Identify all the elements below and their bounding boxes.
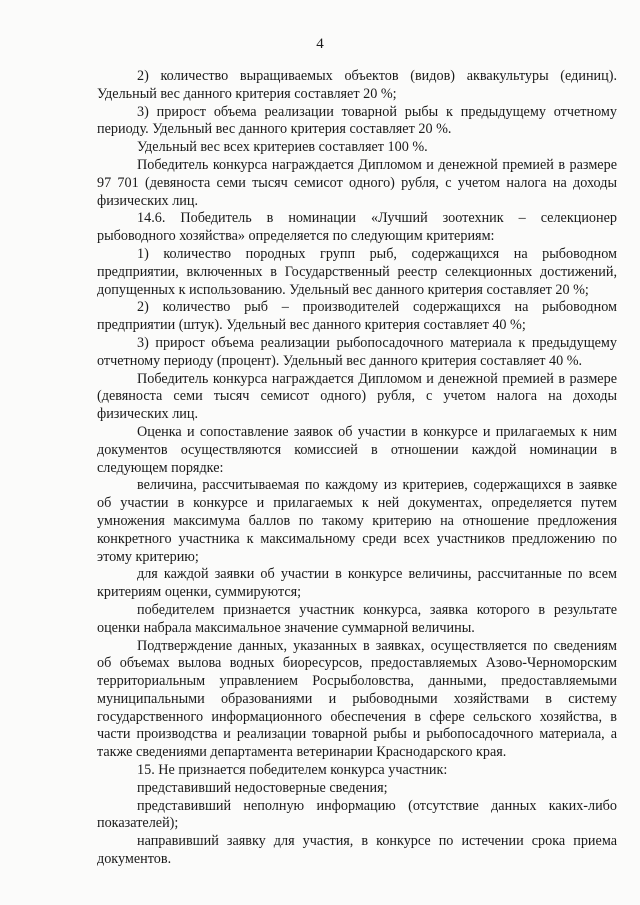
paragraph-section-15: 15. Не признается победителем конкурса участник:: [137, 762, 448, 779]
paragraph-evaluation-value: величина, рассчитываемая по каждому из критериев, содержащихся в заявке об участии в конкурсе и прилагаемых к ней документах, определяется путем умножения максимума баллов по такому критерию на отношение предложения конкретного участника к максимальному среди всех участников предложению по этому критерию;: [97, 477, 617, 565]
paragraph-criterion-1-breed-groups: 1) количество породных групп рыб, содержащихся на рыбоводном предприятии, включенных в Государственный реестр селекционных достижений, допущенных к использованию. Удельный вес данного критерия составляет 20 %;: [97, 245, 617, 298]
paragraph-criterion-3-fish-sales: 3) прирост объема реализации товарной рыбы к предыдущему отчетному периоду. Удельный вес данного критерия составляет 20 %.: [97, 103, 617, 138]
paragraph-total-weight: Удельный вес всех критериев составляет 100 %.: [137, 139, 428, 156]
paragraph-prize-1: Победитель конкурса награждается Дипломом и денежной премией в размере 97 701 (девяноста семи тысяч семисот одного) рубля, с учетом налога на доходы физических лиц.: [97, 156, 617, 209]
paragraph-evaluation-intro: Оценка и сопоставление заявок об участии в конкурсе и прилагаемых к ним документов осуществляются комиссией в отношении каждой номинации в следующем порядке:: [97, 423, 617, 476]
paragraph-exclusion-late-submission: направивший заявку для участия, в конкурсе по истечении срока приема документов.: [97, 833, 617, 868]
paragraph-exclusion-incomplete-info: представивший неполную информацию (отсутствие данных каких-либо показателей);: [97, 797, 617, 832]
paragraph-criterion-2-producers: 2) количество рыб – производителей содержащихся на рыбоводном предприятии (штук). Удельный вес данного критерия составляет 40 %;: [97, 299, 617, 334]
paragraph-evaluation-winner: победителем признается участник конкурса, заявка которого в результате оценки набрала максимальное значение суммарной величины.: [97, 601, 617, 636]
paragraph-criterion-2-aquaculture: 2) количество выращиваемых объектов (видов) аквакультуры (единиц). Удельный вес данного критерия составляет 20 %;: [97, 68, 617, 102]
paragraph-evaluation-sum: для каждой заявки об участии в конкурсе величины, рассчитанные по всем критериям оценки, суммируются;: [97, 566, 617, 601]
paragraph-criterion-3-stocking-material: 3) прирост объема реализации рыбопосадочного материала к предыдущему отчетному периоду (процент). Удельный вес данного критерия составляет 40 %.: [97, 334, 617, 369]
page-number: 4: [316, 36, 324, 52]
paragraph-nomination-14-6: 14.6. Победитель в номинации «Лучший зоотехник – селекционер рыбоводного хозяйства» определяется по следующим критериям:: [97, 210, 617, 245]
paragraph-data-confirmation: Подтверждение данных, указанных в заявках, осуществляется по сведениям об объемах вылова водных биоресурсов, предоставляемых Азово-Черноморским территориальным управлением Росрыболовства, данными, предоставляемыми муниципальными образованиями и рыбоводными хозяйствами в систему государственного информационного обеспечения в сфере сельского хозяйства, в части производства и реализации товарной рыбы и рыбопосадочного материала, а также сведениями департамента ветеринарии Краснодарского края.: [97, 637, 617, 761]
document-body: [97, 68, 617, 869]
paragraph-exclusion-false-info: представивший недостоверные сведения;: [137, 779, 388, 796]
paragraph-prize-2: Победитель конкурса награждается Дипломом и денежной премией в размере (девяноста семи тысяч семисот одного) рубля, с учетом налога на доходы физических лиц.: [97, 370, 617, 423]
